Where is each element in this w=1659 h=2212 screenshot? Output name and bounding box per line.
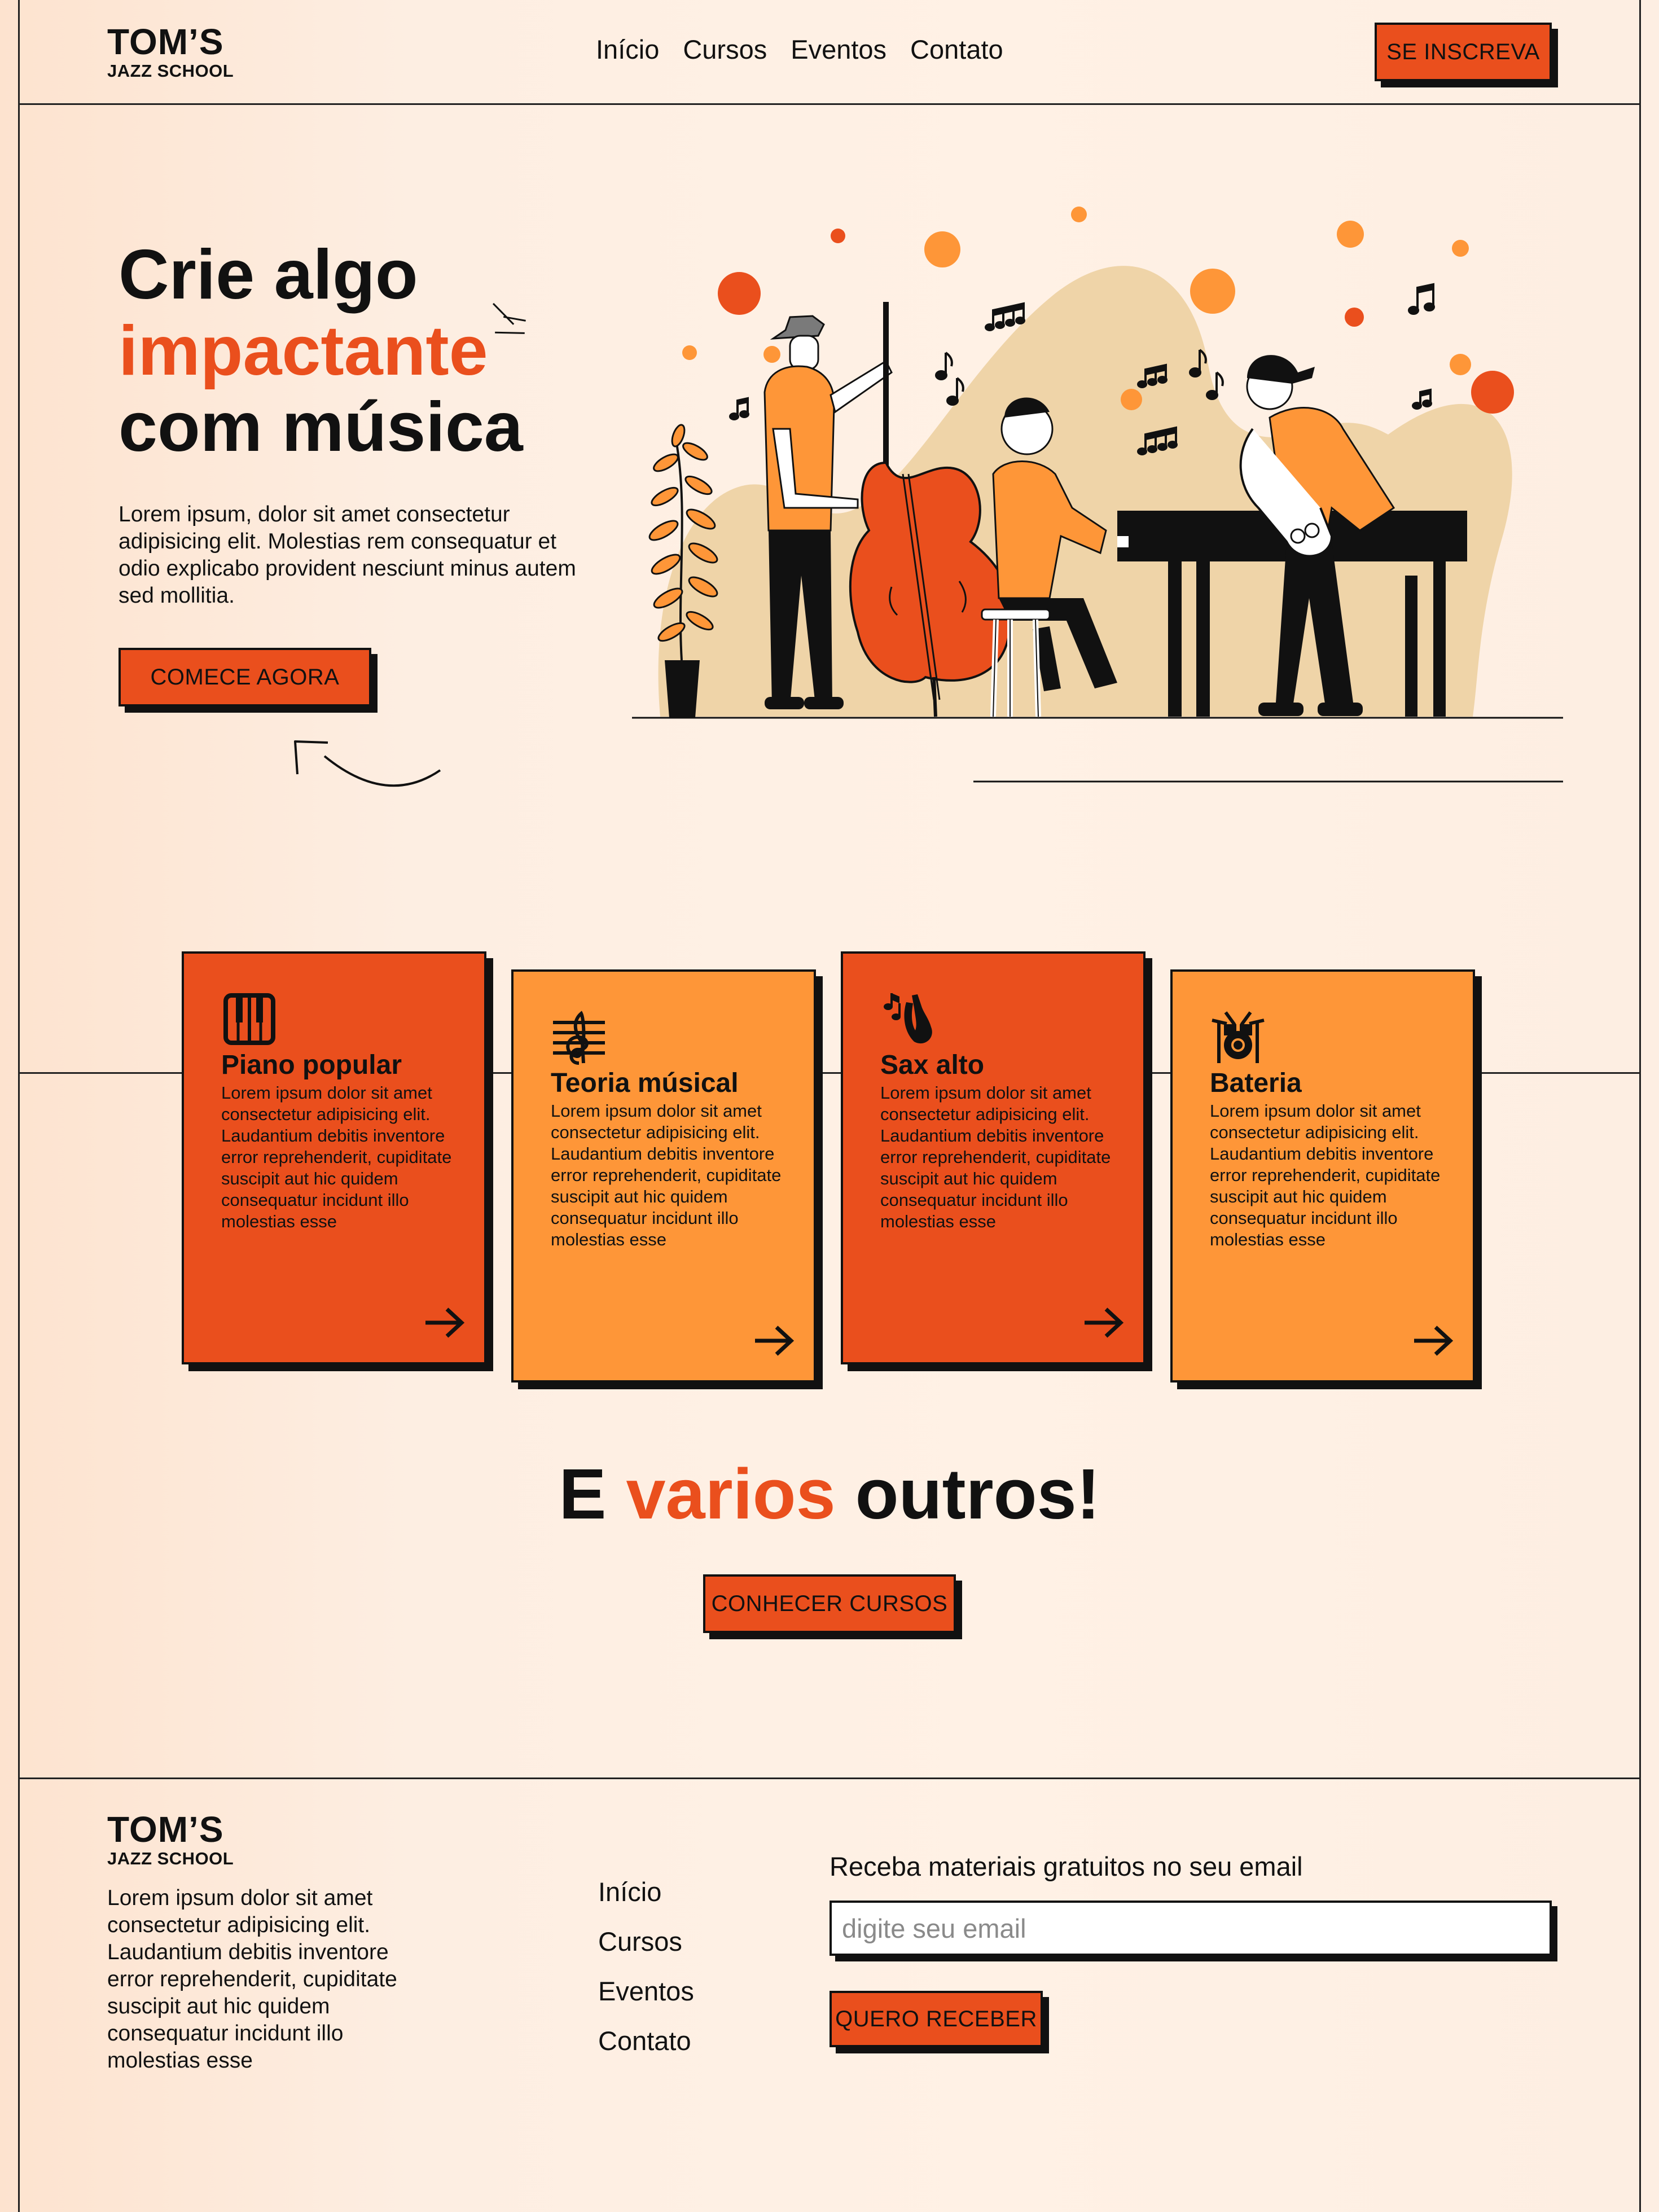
logo-title: TOM’S [107,21,224,62]
course-title: Piano popular [221,1050,402,1080]
header-logo[interactable] [107,21,234,81]
course-title: Bateria [1210,1068,1302,1098]
nav-cursos[interactable]: Cursos [683,34,767,64]
footer-logo[interactable] [107,1811,234,1867]
emphasis-marks-icon [485,302,530,347]
footer-link-eventos[interactable]: Eventos [598,1976,694,2006]
hero-description: Lorem ipsum, dolor sit amet consectetur adipisicing elit. Molestias rem consequatur et odio explicabo provident nesciunt minus autem sed mollitia. [118,502,576,608]
start-now-button[interactable]: COMECE AGORA [118,648,371,706]
more-part1: E [559,1454,626,1534]
footer-link-inicio[interactable]: Início [598,1877,662,1907]
course-card-teoria[interactable] [511,969,816,1382]
nav-inicio[interactable]: Início [596,34,660,64]
footer-description: Lorem ipsum dolor sit amet consectetur adipisicing elit. Laudantium debitis inventore error reprehenderit, cupiditate suscipit aut hic quidem consequatur incidunt illo molestias esse [107,1886,397,2073]
arrow-right-icon[interactable] [423,1306,465,1340]
right-border [1639,0,1641,2212]
logo-subtitle: JAZZ SCHOOL [107,61,234,81]
footer-logo-title: TOM’S [107,1809,224,1850]
more-courses-heading [0,1453,1659,1535]
footer-link-cursos[interactable]: Cursos [598,1926,682,1956]
curved-arrow-icon [285,734,454,801]
arrow-right-icon[interactable] [1082,1306,1124,1340]
signup-button[interactable]: SE INSCREVA [1375,23,1552,81]
course-description: Lorem ipsum dolor sit amet consectetur adipisicing elit. Laudantium debitis inventore error reprehenderit, cupiditate suscipit aut hic quidem consequatur incidunt illo molestias esse [880,1083,1111,1231]
course-description: Lorem ipsum dolor sit amet consectetur adipisicing elit. Laudantium debitis inventore error reprehenderit, cupiditate suscipit aut hic quidem consequatur incidunt illo molestias esse [551,1101,782,1249]
newsletter-submit-button[interactable]: QUERO RECEBER [830,1991,1043,2047]
newsletter-label: Receba materiais gratuitos no seu email [830,1851,1303,1881]
hero-title-line1: Crie algo [118,236,418,314]
know-courses-button[interactable]: CONHECER CURSOS [703,1574,956,1633]
course-card-piano[interactable] [182,951,486,1364]
left-border [18,0,20,2212]
course-card-sax[interactable] [841,951,1146,1364]
main-nav [596,34,1003,65]
footer-link-contato[interactable]: Contato [598,2026,691,2056]
hero-title-line3: com música [118,388,523,466]
email-input[interactable] [830,1901,1552,1956]
course-card-bateria[interactable] [1170,969,1475,1382]
footer-nav [598,1876,694,2075]
more-accent: varios [626,1454,836,1534]
saxophone-icon [880,991,937,1047]
course-description: Lorem ipsum dolor sit amet consectetur adipisicing elit. Laudantium debitis inventore error reprehenderit, cupiditate suscipit aut hic quidem consequatur incidunt illo molestias esse [221,1083,452,1231]
nav-contato[interactable]: Contato [910,34,1003,64]
arrow-right-icon[interactable] [1412,1324,1454,1358]
course-description: Lorem ipsum dolor sit amet consectetur adipisicing elit. Laudantium debitis inventore error reprehenderit, cupiditate suscipit aut hic quidem consequatur incidunt illo molestias esse [1210,1101,1441,1249]
more-part3: outros! [835,1454,1100,1534]
arrow-right-icon[interactable] [753,1324,795,1358]
course-title: Teoria músical [551,1068,739,1098]
treble-clef-icon [551,1009,607,1065]
hero-title-accent: impactante [118,312,488,390]
jazz-band-illustration [621,192,1580,790]
footer-logo-subtitle: JAZZ SCHOOL [107,1849,234,1868]
piano-icon [221,991,278,1047]
hero-title [118,237,523,466]
course-title: Sax alto [880,1050,985,1080]
nav-eventos[interactable]: Eventos [791,34,887,64]
header-divider [18,103,1641,105]
footer-divider [18,1778,1641,1779]
drums-icon [1210,1009,1266,1065]
